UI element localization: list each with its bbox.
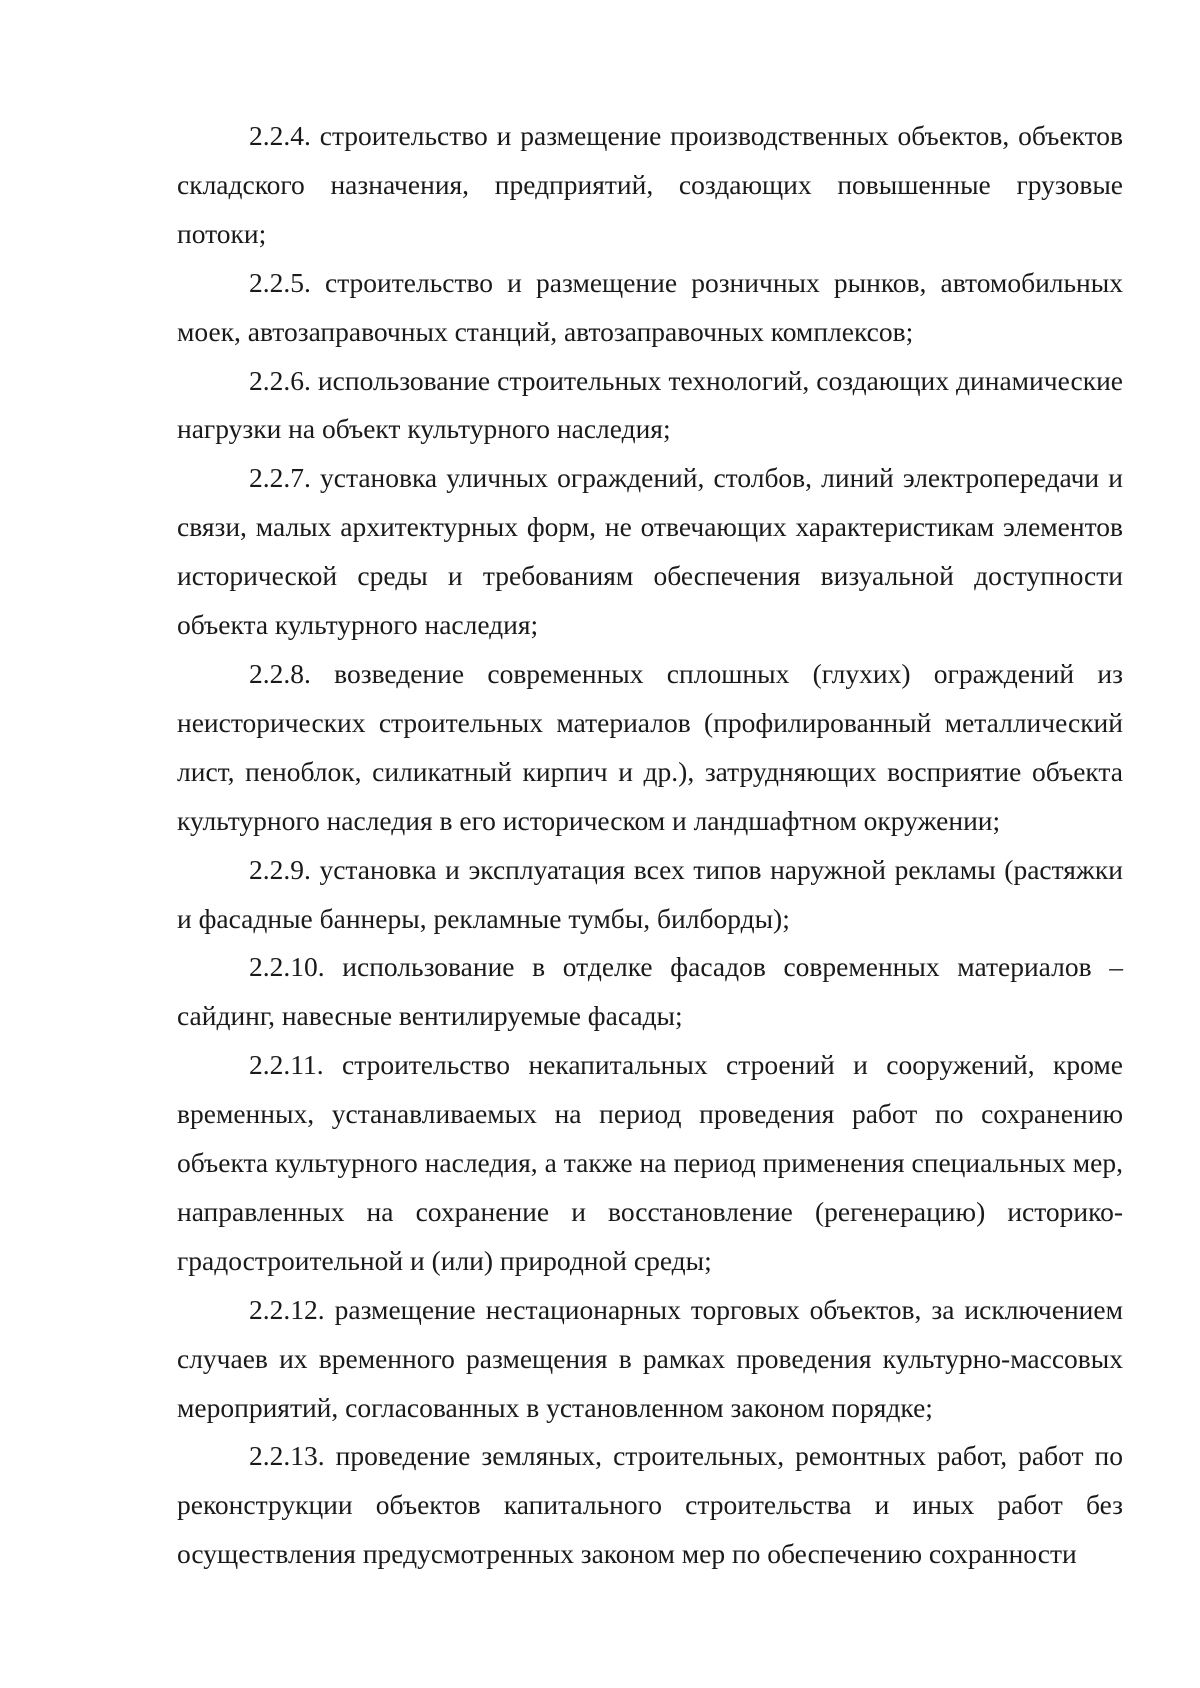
paragraph-2-2-5: 2.2.5. строительство и размещение розничных рынков, автомобильных моек, автозаправочных станций, автозаправочных комплексов; xyxy=(177,266,1123,347)
paragraph-2-2-9: 2.2.9. установка и эксплуатация всех типов наружной рекламы (растяжки и фасадные баннеры, рекламные тумбы, билборды); xyxy=(177,853,1123,934)
paragraph-2-2-6: 2.2.6. использование строительных технологий, создающих динамические нагрузки на объект культурного наследия; xyxy=(177,364,1123,445)
document-body xyxy=(177,112,1123,1579)
paragraph-2-2-7: 2.2.7. установка уличных ограждений, столбов, линий электропередачи и связи, малых архитектурных форм, не отвечающих характеристикам элементов исторической среды и требованиям обеспечения визуальной доступности объекта культурного наследия; xyxy=(177,462,1123,641)
paragraph-2-2-4: 2.2.4. строительство и размещение производственных объектов, объектов складского назначения, предприятий, создающих повышенные грузовые потоки; xyxy=(177,120,1123,249)
paragraph-2-2-12: 2.2.12. размещение нестационарных торговых объектов, за исключением случаев их временного размещения в рамках проведения культурно-массовых мероприятий, согласованных в установленном законом порядке; xyxy=(177,1293,1123,1423)
paragraph-2-2-11: 2.2.11. строительство некапитальных строений и сооружений, кроме временных, устанавливаемых на период проведения работ по сохранению объекта культурного наследия, а также на период применения специальных мер, направленных на сохранение и восстановление (регенерацию) историко-градостроительной и (или) природной среды; xyxy=(177,1049,1123,1276)
paragraph-2-2-10: 2.2.10. использование в отделке фасадов современных материалов – сайдинг, навесные вентилируемые фасады; xyxy=(177,951,1123,1032)
paragraph-2-2-13: 2.2.13. проведение земляных, строительных, ремонтных работ, работ по реконструкции объектов капитального строительства и иных работ без осуществления предусмотренных законом мер по обеспечению сохранности xyxy=(177,1440,1123,1570)
paragraph-2-2-8: 2.2.8. возведение современных сплошных (глухих) ограждений из неисторических строительных материалов (профилированный металлический лист, пеноблок, силикатный кирпич и др.), затрудняющих восприятие объекта культурного наследия в его историческом и ландшафтном окружении; xyxy=(177,657,1123,836)
